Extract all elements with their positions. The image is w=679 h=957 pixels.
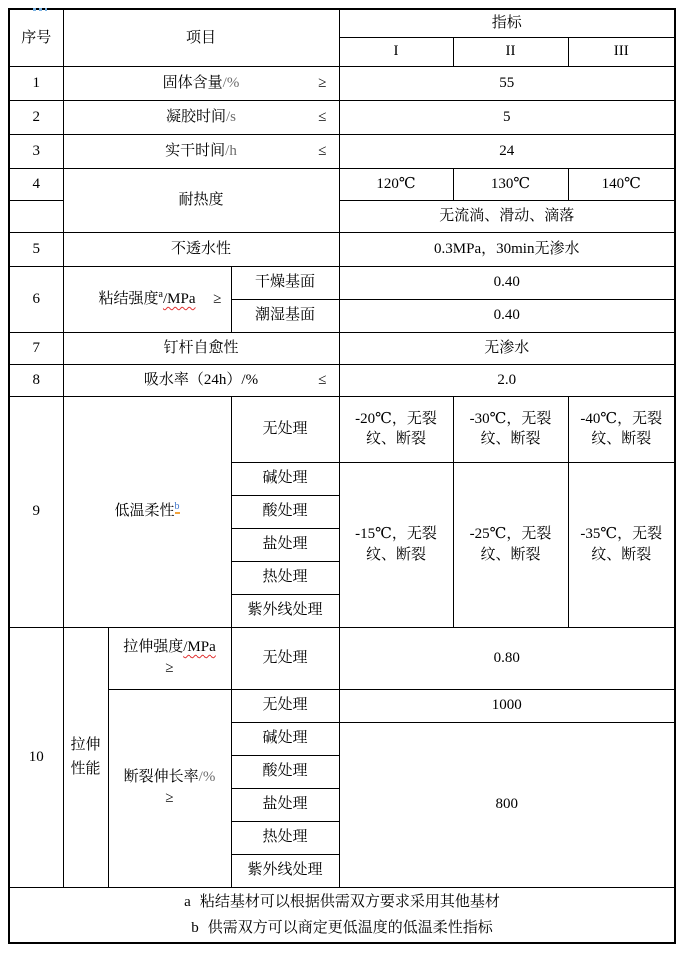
row-9-untreated-value-2-cell: -30℃，无裂纹、断裂 [453, 396, 568, 462]
header-item-cell: 项目 [63, 9, 339, 66]
row-9a [9, 396, 675, 462]
row-1-item-text: 固体含量 [162, 74, 223, 91]
row-5-no-cell: 5 [9, 232, 63, 266]
row-6-unit: /MPa [162, 290, 196, 307]
footnote-b [12, 915, 672, 941]
row-9-item-text: 低温柔性 [114, 503, 175, 520]
row-6-value-dry-cell: 0.40 [339, 266, 675, 299]
row-3-le-symbol: ≤ [318, 142, 327, 159]
row-8-no-cell: 8 [9, 364, 63, 396]
row-10-elongation-label-cell [108, 689, 231, 887]
row-9-item-cell [63, 396, 231, 627]
header-no-cell: 序号 [9, 9, 63, 66]
footnote-b-mark: b [191, 919, 199, 936]
footnote-a-text: 粘结基材可以根据供需双方要求采用其他基材 [199, 893, 500, 910]
row-8-item-cell [63, 364, 339, 396]
row-1-ge-symbol: ≥ [318, 74, 327, 91]
row-3-unit: /h [225, 142, 237, 159]
row-10-tensile-label-cell [108, 627, 231, 689]
row-1-item-cell [63, 66, 339, 100]
row-10-treatment-uv-cell: 紫外线处理 [231, 854, 339, 887]
row-6-no-cell: 6 [9, 266, 63, 332]
row-4-temp-1-cell: 120℃ [339, 168, 453, 200]
row-9-treatment-uv-cell: 紫外线处理 [231, 594, 339, 627]
row-2 [9, 100, 675, 134]
row-9-treated-value-2-cell: -25℃，无裂纹、断裂 [453, 462, 568, 627]
row-10-item-text: 拉伸性能 [70, 737, 101, 777]
footnote-a [12, 889, 672, 915]
row-9-untreated-value-3-cell: -40℃，无裂纹、断裂 [568, 396, 675, 462]
row-3 [9, 134, 675, 168]
row-6-item-text: 粘结强度 [98, 290, 159, 307]
row-4-temp-3-cell: 140℃ [568, 168, 675, 200]
stray-blue-mark [33, 8, 47, 11]
row-4-empty-no-cell [9, 200, 63, 232]
row-4-temp-2-cell: 130℃ [453, 168, 568, 200]
row-10-treatment-heat-cell: 热处理 [231, 821, 339, 854]
row-6a [9, 266, 675, 299]
footnotes-cell [9, 887, 675, 943]
header-level-1-cell: I [339, 37, 453, 66]
row-9-treated-value-1-cell: -15℃，无裂纹、断裂 [339, 462, 453, 627]
tensile-ge-symbol: ≥ [165, 660, 174, 676]
row-1-value-cell: 55 [339, 66, 675, 100]
row-10-treatment-salt-cell: 盐处理 [231, 788, 339, 821]
row-10-tensile-untreated-cell: 无处理 [231, 627, 339, 689]
header-level-2-cell: II [453, 37, 568, 66]
row-10-tensile-value-cell: 0.80 [339, 627, 675, 689]
row-7 [9, 332, 675, 364]
row-2-le-symbol: ≤ [318, 108, 327, 125]
row-10-elong-untreated-value-cell: 1000 [339, 689, 675, 722]
row-7-item-cell: 钉杆自愈性 [63, 332, 339, 364]
row-6-value-wet-cell: 0.40 [339, 299, 675, 332]
document-page [0, 8, 679, 957]
row-7-no-cell: 7 [9, 332, 63, 364]
row-10-treatment-acid-cell: 酸处理 [231, 755, 339, 788]
row-4-item-cell: 耐热度 [63, 168, 339, 232]
row-5-value-cell: 0.3MPa，30min无渗水 [339, 232, 675, 266]
elongation-ge-symbol: ≥ [165, 790, 174, 806]
row-3-item-text: 实干时间 [165, 142, 226, 159]
row-9-treatment-salt-cell: 盐处理 [231, 528, 339, 561]
row-8 [9, 364, 675, 396]
row-5 [9, 232, 675, 266]
row-4-result-cell: 无流淌、滑动、滴落 [339, 200, 675, 232]
row-4a [9, 168, 675, 200]
row-8-value-cell: 2.0 [339, 364, 675, 396]
row-9-no-cell: 9 [9, 396, 63, 627]
row-2-item-cell [63, 100, 339, 134]
row-3-value-cell: 24 [339, 134, 675, 168]
row-9-footnote-ref: b [174, 501, 180, 513]
row-8-item-text: 吸水率（24h）/% [143, 371, 259, 388]
row-10-treated-value-cell: 800 [339, 722, 675, 887]
row-10-no-cell: 10 [9, 627, 63, 887]
tensile-label-text: 拉伸强度 [123, 639, 184, 655]
elongation-label-text: 断裂伸长率 [123, 769, 199, 785]
row-3-no-cell: 3 [9, 134, 63, 168]
footnote-b-text: 供需双方可以商定更低温度的低温柔性指标 [207, 919, 493, 936]
footnote-a-mark: a [184, 893, 191, 910]
row-2-value-cell: 5 [339, 100, 675, 134]
spec-table [8, 8, 676, 944]
row-6-footnote-ref: a [158, 288, 163, 300]
footnotes-row [9, 887, 675, 943]
row-4-no-cell: 4 [9, 168, 63, 200]
row-10-treatment-alkali-cell: 碱处理 [231, 722, 339, 755]
row-1-unit: /% [222, 74, 240, 91]
row-2-unit: /s [226, 108, 237, 125]
row-9-untreated-value-1-cell: -20℃，无裂纹、断裂 [339, 396, 453, 462]
row-9-treatment-alkali-cell: 碱处理 [231, 462, 339, 495]
header-level-3-cell: III [568, 37, 675, 66]
row-5-item-cell: 不透水性 [63, 232, 339, 266]
row-2-no-cell: 2 [9, 100, 63, 134]
row-8-le-symbol: ≤ [318, 371, 327, 388]
row-6-sub-dry-cell: 干燥基面 [231, 266, 339, 299]
row-9-treatment-acid-cell: 酸处理 [231, 495, 339, 528]
elongation-unit: /% [198, 769, 216, 785]
row-9-treated-value-3-cell: -35℃，无裂纹、断裂 [568, 462, 675, 627]
row-9-untreated-cell: 无处理 [231, 396, 339, 462]
row-2-item-text: 凝胶时间 [165, 108, 226, 125]
row-1-no-cell: 1 [9, 66, 63, 100]
row-10b [9, 689, 675, 722]
row-10a [9, 627, 675, 689]
row-6-item-cell [63, 266, 231, 332]
row-10-item-cell [63, 627, 108, 887]
row-7-value-cell: 无渗水 [339, 332, 675, 364]
row-10-elong-untreated-cell: 无处理 [231, 689, 339, 722]
row-6-sub-wet-cell: 潮湿基面 [231, 299, 339, 332]
row-3-item-cell [63, 134, 339, 168]
row-6-ge-symbol: ≥ [213, 290, 222, 307]
header-index-cell: 指标 [339, 9, 675, 37]
header-row-1 [9, 9, 675, 37]
tensile-unit: /MPa [183, 639, 216, 655]
row-1 [9, 66, 675, 100]
row-9-treatment-heat-cell: 热处理 [231, 561, 339, 594]
